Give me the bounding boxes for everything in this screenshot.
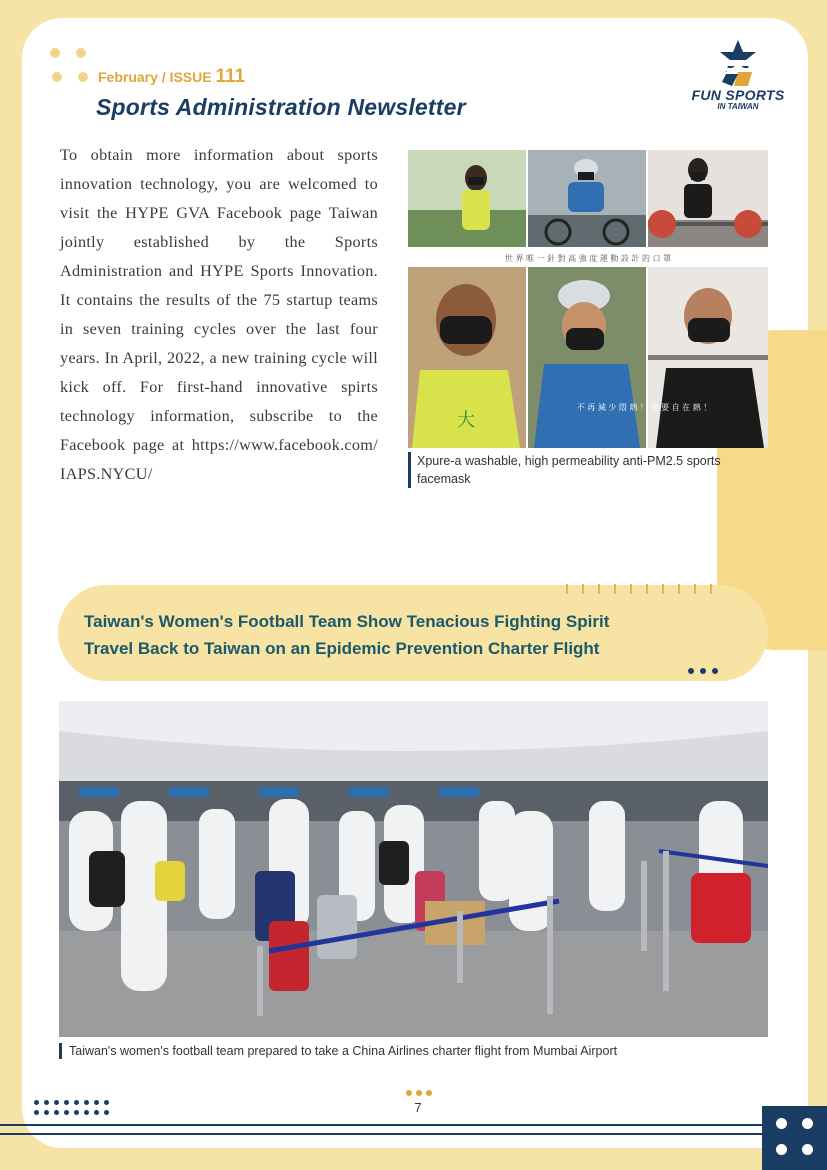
cyclist-photo [528,150,646,247]
footer-dot-grid [34,1100,114,1116]
page-number: 7 [414,1100,422,1115]
newsletter-title: Sports Administration Newsletter [96,94,466,120]
article-title-line1: Taiwan's Women's Football Team Show Tenacious Fighting Spirit [84,612,610,631]
airport-team-photo [59,701,768,1037]
header-dots [48,46,92,86]
footer-lines [0,1124,762,1144]
mask-banner-text: 世 界 唯 一 針 對 高 強 度 運 動 設 計 的 口 罩 [504,254,672,263]
intro-paragraph: To obtain more information about sports innovation technology, you are welcomed to visit the HYPE GVA Facebook page Taiwan jointly established by the Sports Administration and HYPE Sports Innovation. It contains the results of the 75 startup teams in seven training cycles over the last four years. In April, 2022, a new training cycle will kick off. For first-hand innovative spirts technology information, subscribe to the Facebook page at https://www.facebook.com/ IAPS.NYCU/ [60,146,378,483]
facemask-caption: Xpure-a washable, high permeability anti-PM2.5 sports facemask [408,452,773,488]
article-title [84,608,744,662]
corner-dots-box [762,1106,827,1170]
airport-photo-caption: Taiwan's women's football team prepared to take a China Airlines charter flight from Mumbai Airport [59,1043,617,1059]
issue-line [98,66,245,88]
logo-main-text: FUN SPORTS [691,87,785,103]
issue-number: 111 [215,66,246,87]
mask-overlay-text: 不 再 減 少 悶 熱 ！ 還 要 自 在 熱 ！ [576,403,712,412]
facemask-photo-collage [408,150,768,448]
weightlifter-photo [648,150,768,247]
fun-sports-logo [686,38,790,124]
cyclist-closeup-photo [528,267,646,448]
runner-photo [408,150,526,247]
lifter-closeup-photo [648,267,768,448]
page-number-dots [406,1090,436,1096]
logo-sub-text: IN TAIWAN [717,102,759,111]
banner-dots-bottom [688,668,724,676]
article-title-line2: Travel Back to Taiwan on an Epidemic Prevention Charter Flight [84,639,600,658]
banner-ticks [566,584,726,594]
shirt-text: 大 [457,410,475,431]
star-logo-icon [708,38,768,88]
runner-closeup-photo [408,267,526,448]
issue-prefix: February / ISSUE [98,69,212,85]
